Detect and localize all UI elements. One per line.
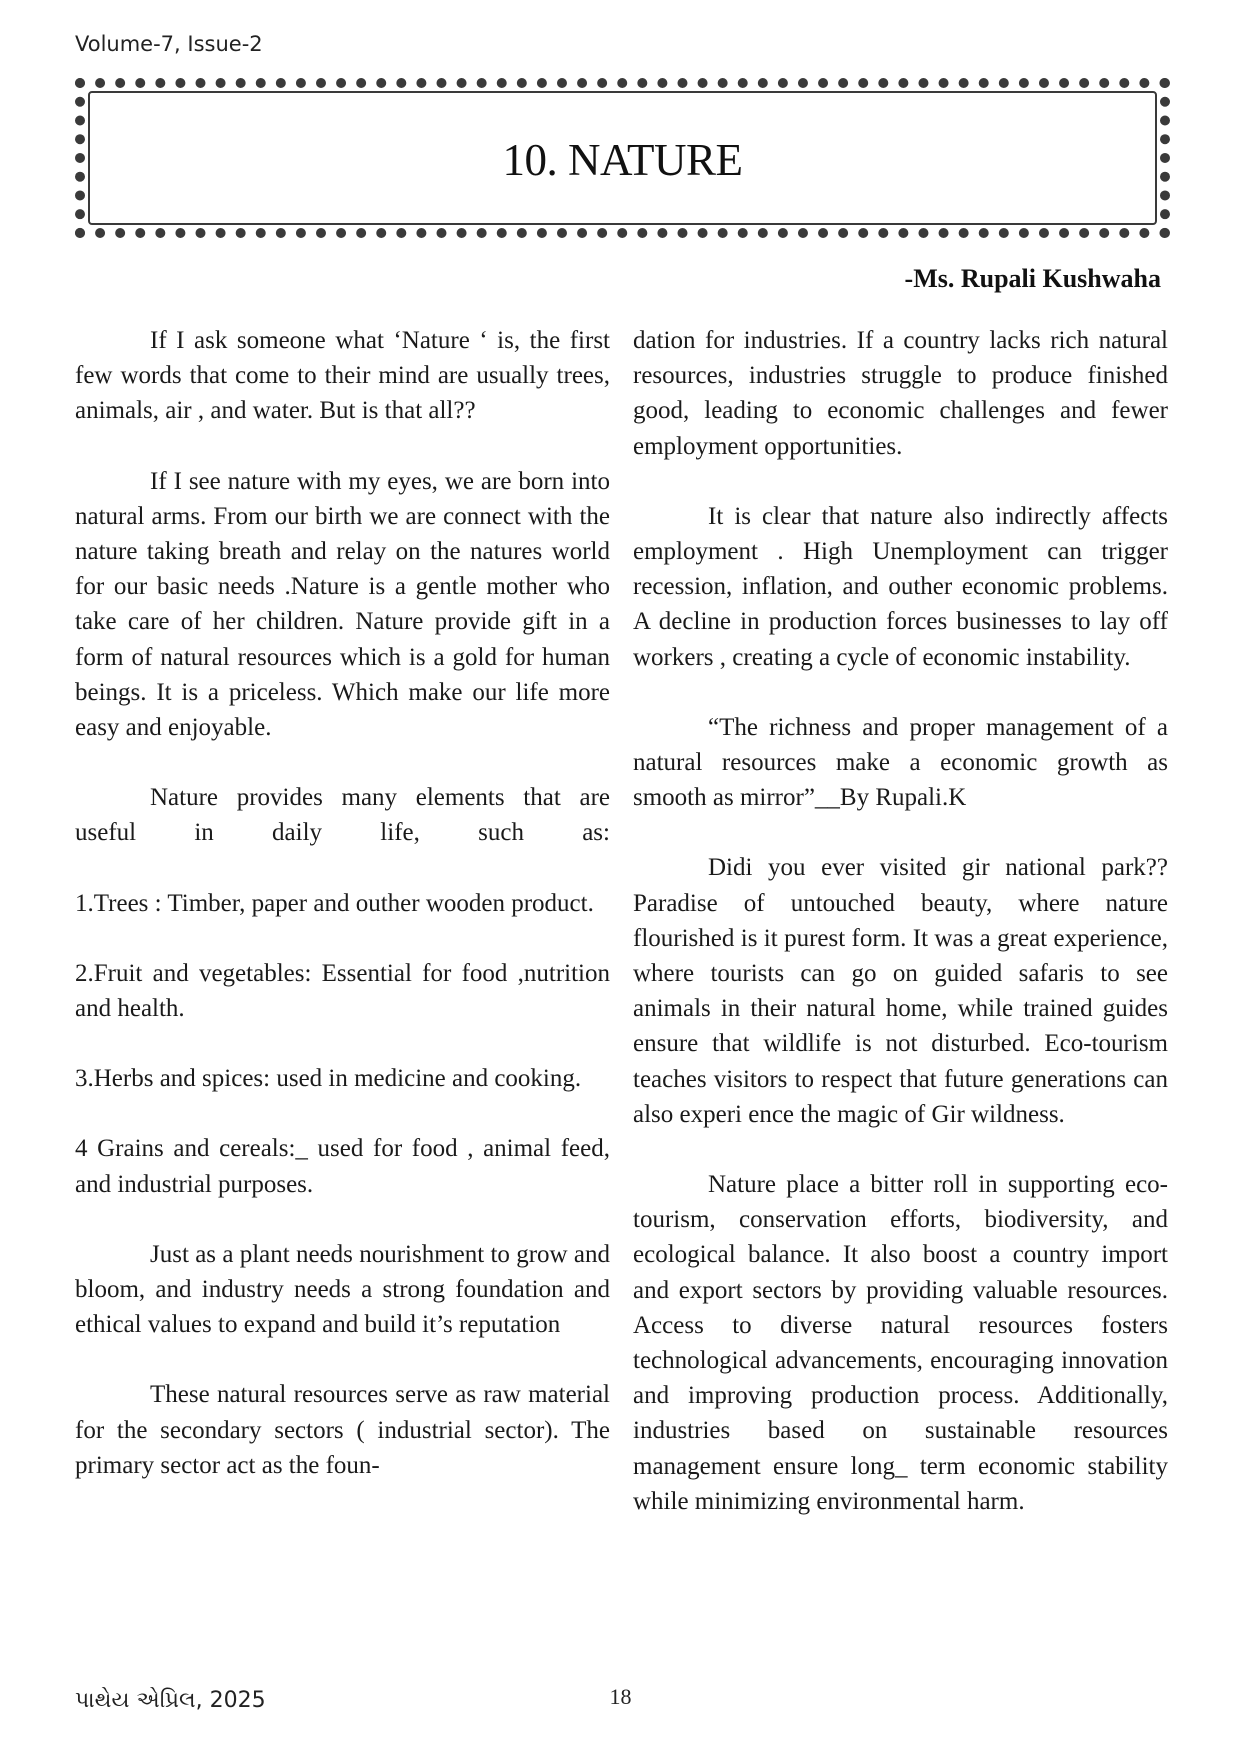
paragraph: It is clear that nature also indirectly affects employment . High Unemployment can trigger recession, inflation, and outher economic problems. A decline in production forces businesses to lay off workers , creating a cycle of economic instability. [633, 502, 1168, 671]
paragraph: Nature place a bitter roll in supporting eco- tourism, conservation efforts, biodiversity, and ecological balance. It also boost a country import and export sectors by providing valuable resources. Access to diverse natural resources fosters technological advancements, encouraging innovation and improving production process. Additionally, industries based on sustainable resources management ensure long_ term economic stability while minimizing environmental harm. [633, 1171, 1168, 1515]
list-item: 3.Herbs and spices: used in medicine and cooking. [75, 1065, 582, 1093]
list-item: 1.Trees : Timber, paper and outher wooden product. [75, 889, 594, 917]
list-item: 4 Grains and cereals:_ used for food , animal feed, and industrial purposes. [75, 1135, 610, 1198]
right-column [633, 323, 1168, 1554]
volume-label: Volume-7, Issue-2 [75, 32, 263, 56]
paragraph: If I see nature with my eyes, we are born into natural arms. From our birth we are connect with the nature taking breath and relay on the natures world for our basic needs .Nature is a gentle mother who take care of her children. Nature provide gift in a form of natural resources which is a gold for human beings. It is a priceless. Which make our life more easy and enjoyable. [75, 467, 610, 742]
publication-footer: પાથેય એપ્રિલ, 2025 [75, 1688, 266, 1713]
paragraph: These natural resources serve as raw material for the secondary sectors ( industrial sector). The primary sector act as the foun- [75, 1381, 610, 1479]
article-author: -Ms. Rupali Kushwaha [904, 264, 1161, 293]
paragraph: If I ask someone what ‘Nature ‘ is, the first few words that come to their mind are usually trees, animals, air , and water. But is that all?? [75, 327, 610, 425]
title-frame [75, 78, 1170, 238]
paragraph: dation for industries. If a country lacks rich natural resources, industries struggle to produce finished good, leading to economic challenges and fewer employment opportunities. [633, 327, 1168, 460]
list-item: 2.Fruit and vegetables: Essential for food ,nutrition and health. [75, 959, 610, 1023]
paragraph: Didi you ever visited gir national park?? Paradise of untouched beauty, where nature flourished is it purest form. It was a great experience, where tourists can go on guided safaris to see animals in their natural home, while trained guides ensure that wildlife is not disturbed. Eco-tourism teaches visitors to respect that future generations can also experi ence the magic of Gir wildness. [633, 854, 1168, 1128]
left-column [75, 323, 610, 1518]
paragraph: Nature provides many elements that are useful in daily life, such as: [75, 784, 610, 847]
paragraph: Just as a plant needs nourishment to grow and bloom, and industry needs a strong foundation and ethical values to expand and build it’s reputation [75, 1240, 610, 1339]
page-number: 18 [609, 1684, 632, 1709]
quote-paragraph: “The richness and proper management of a natural resources make a economic growth as smooth as mirror”__By Rupali.K [633, 713, 1168, 812]
article-title: 10. NATURE [502, 135, 743, 185]
